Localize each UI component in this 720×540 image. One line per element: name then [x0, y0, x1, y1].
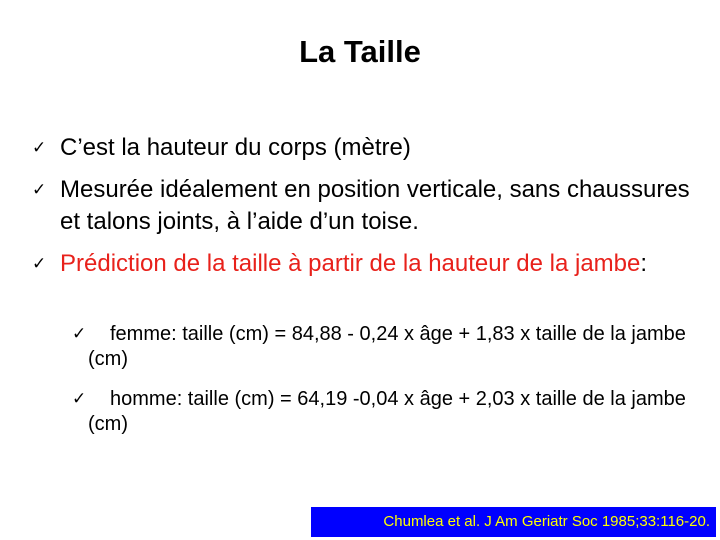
checkmark-icon: ✓ [72, 324, 87, 344]
checkmark-icon: ✓ [32, 254, 47, 274]
bullet-item [32, 174, 700, 238]
sub-bullet-text: femme: taille (cm) = 84,88 - 0,24 x âge + 1,83 x taille de la jambe (cm) [88, 323, 686, 370]
checkmark-icon: ✓ [32, 138, 47, 158]
sub-bullet-text: homme: taille (cm) = 64,19 -0,04 x âge + 2,03 x taille de la jambe (cm) [88, 388, 686, 435]
bullet-text: C’est la hauteur du corps (mètre) [60, 134, 411, 161]
bullet-text-highlight: Prédiction de la taille à partir de la hauteur de la jambe [60, 250, 641, 277]
citation-box: Chumlea et al. J Am Geriatr Soc 1985;33:116-20. [311, 507, 716, 537]
bullet-item [32, 248, 700, 280]
bullet-suffix: : [640, 250, 648, 277]
sub-bullet-item [72, 322, 708, 372]
checkmark-icon: ✓ [72, 389, 87, 409]
sub-bullet-item [72, 387, 708, 437]
checkmark-icon: ✓ [32, 180, 47, 200]
bullet-item [32, 132, 700, 164]
slide-title: La Taille [299, 34, 421, 69]
bullet-text: Mesurée idéalement en position verticale, sans chaussures et talons joints, à l’aide d’un toise. [60, 176, 690, 235]
